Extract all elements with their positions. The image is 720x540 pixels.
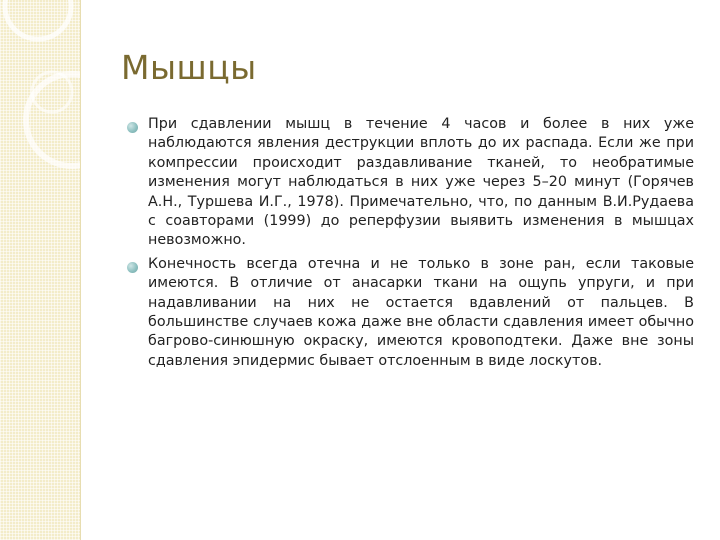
bullet-item	[124, 115, 694, 251]
bullet-text: При сдавлении мышц в течение 4 часов и более в них уже наблюдаются явления деструкции вплоть до их распада. Если же при компрессии происходит раздавливание тканей, то необратимые изменения могут наблюдаться в них уже через 5–20 минут (Горячев А.Н., Туршева И.Г., 1978). Примечательно, что, по данным В.И.Рудаева с соавторами (1999) до реперфузии выявить изменения в мышцах невозможно.	[148, 116, 694, 249]
decorative-circles-graphic	[0, 0, 80, 540]
bullet-circle-icon	[127, 122, 138, 133]
bullet-item	[124, 255, 694, 371]
decorative-circle-top	[5, 0, 71, 39]
slide-title: Мышцы	[121, 48, 257, 87]
bullet-circle-icon	[127, 262, 138, 273]
bullet-text: Конечность всегда отечна и не только в зоне ран, если таковые имеются. В отличие от анасарки ткани на ощупь упруги, и при надавливании на них не остается вдавлений от пальцев. В большинстве случаев кожа даже вне области сдавления имеет обычно багрово-синюшную окраску, имеются кровоподтеки. Даже вне зоны сдавления эпидермис бывает отслоенным в виде лоскутов.	[148, 255, 694, 369]
bullet-list	[124, 115, 694, 375]
decorative-side-band	[0, 0, 81, 540]
